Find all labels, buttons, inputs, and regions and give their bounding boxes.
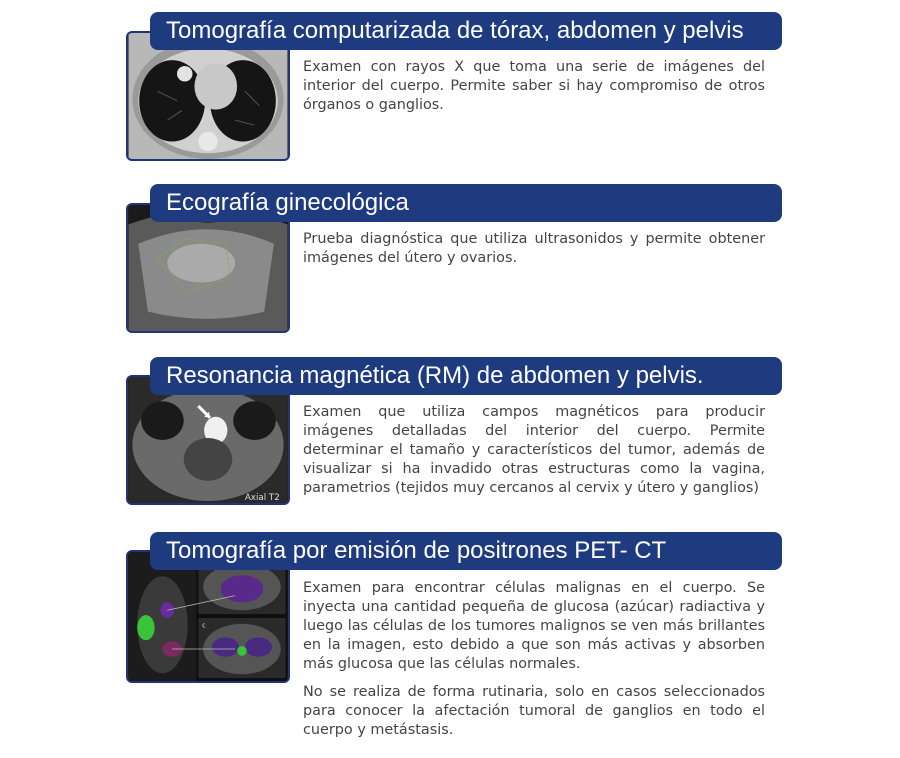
paragraph: Examen para encontrar células malignas en el cuerpo. Se inyecta una cantidad pequeña de glucosa (azúcar) radiactiva y luego las células de los tumores malignos se ven más brillantes en la imagen, esto debido a que son más activas y absorben más glucosa que las células normales. [303,580,765,672]
section-title: Ecografía ginecológica [150,184,782,222]
paragraph: Examen con rayos X que toma una serie de imágenes del interior del cuerpo. Permite saber si hay compromiso de otros órganos o ganglios. [303,59,765,113]
mri-caption: Axial T2 [244,493,280,503]
pet-ct-icon [128,552,288,681]
section-description [303,230,765,277]
mri-pelvis-icon [128,377,288,503]
section-description [303,58,765,124]
section-description [303,403,765,507]
paragraph: Prueba diagnóstica que utiliza ultrasonidos y permite obtener imágenes del útero y ovarios. [303,231,765,266]
paragraph: No se realiza de forma rutinaria, solo en casos seleccionados para conocer la afectación tumoral de ganglios en todo el cuerpo y metástasis. [303,684,765,738]
section-description [303,579,765,749]
ultrasound-image [126,203,290,333]
ct-chest-icon [128,33,288,159]
section-title: Tomografía por emisión de positrones PET- CT [150,532,782,570]
pet-caption: c [202,621,206,630]
section-title: Tomografía computarizada de tórax, abdomen y pelvis [150,12,782,50]
ct-chest-image [126,31,290,161]
paragraph: Examen que utiliza campos magnéticos para producir imágenes detalladas del interior del cuerpo. Permite determinar el tamaño y característicos del tumor, además de visualizar si ha invadido otras estructuras como la vagina, parametrios (tejidos muy cercanos al cervix y útero y ganglios) [303,404,765,496]
ultrasound-icon [128,205,288,331]
section-title: Resonancia magnética (RM) de abdomen y pelvis. [150,357,782,395]
